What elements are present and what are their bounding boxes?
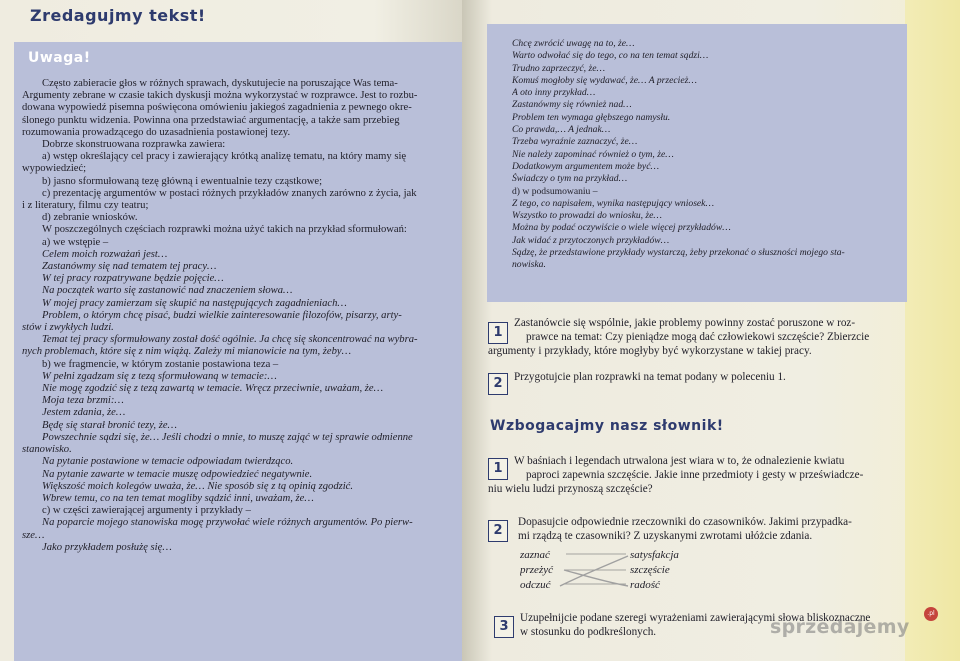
- uwaga-text-line: Nie mogę zgodzić się z tezą zawartą w temacie. Wręcz przeciwnie, uważam, że…: [42, 383, 384, 395]
- exercise-2-line-1: Przygotujcie plan rozprawki na temat podany w poleceniu 1.: [514, 371, 786, 383]
- vocab-exercise-2-line-1: Dopasujcie odpowiednie rzeczowniki do czasowników. Jakimi przypadka-: [518, 516, 852, 528]
- vocab-exercise-1-number: 1: [488, 458, 508, 480]
- phrase-line: Świadczy o tym na przykład…: [512, 173, 628, 185]
- uwaga-text-line: Powszechnie sądzi się, że… Jeśli chodzi o mnie, to muszę zająć w tej sprawie odmienne: [42, 431, 413, 443]
- uwaga-title: Uwaga!: [28, 50, 91, 66]
- phrase-line: Komuś mogłoby się wydawać, że… A przecież…: [512, 74, 697, 86]
- uwaga-text-line: Problem, o którym chcę pisać, budzi wielkie zainteresowanie filozofów, pisarzy, arty-: [42, 309, 402, 321]
- uwaga-text-line: Moja teza brzmi:…: [42, 395, 124, 407]
- exercise-1-line-2: prawce na temat: Czy pieniądze mogą dać człowiekowi szczęście? Zbierzcie: [526, 331, 870, 344]
- uwaga-text-line: a) wstęp określający cel pracy i zawierający krótką analizę tematu, na który mamy się: [42, 151, 407, 163]
- uwaga-body-text: [22, 78, 456, 554]
- exercise-2-text: [514, 370, 786, 384]
- match-curve: [564, 570, 628, 586]
- watermark-text: sprzedajemy: [770, 616, 910, 638]
- uwaga-text-line: Dobrze skonstruowana rozprawka zawiera:: [42, 139, 226, 151]
- phrase-line: d) w podsumowaniu –: [512, 185, 598, 197]
- verb-word: zaznać: [520, 549, 550, 561]
- vocab-exercise-3-line-1: Uzupełnijcie podane szeregi wyrażeniami zawierającymi słowa bliskoznaczne: [520, 612, 871, 624]
- uwaga-text-line: d) zebranie wniosków.: [42, 212, 138, 224]
- uwaga-text-line: nych problemach, które się z nim wiążą. Zależy mi mianowicie na tym, żeby…: [22, 346, 352, 358]
- uwaga-text-line: stów i zwykłych ludzi.: [22, 322, 114, 334]
- uwaga-text-line: Na początek warto się zastanowić nad znaczeniem słowa…: [42, 285, 293, 297]
- uwaga-text-line: stanowisko.: [22, 444, 72, 456]
- uwaga-text-line: wypowiedzieć;: [22, 163, 87, 175]
- uwaga-text-line: rozumowania prowadzącego do uzasadnienia postawionej tezy.: [22, 126, 291, 138]
- uwaga-text-line: Większość moich kolegów uważa, że… Nie sposób się z tą opinią zgodzić.: [42, 480, 354, 492]
- uwaga-text-line: Jako przykładem posłużę się…: [42, 541, 172, 553]
- uwaga-text-line: Jestem zdania, że…: [42, 407, 126, 419]
- uwaga-text-line: Będę się starał bronić tezy, że…: [42, 419, 177, 431]
- vocab-exercise-2-line-2: mi rządzą te czasowniki? Z uzyskanymi zwrotami ułóżcie zdania.: [518, 530, 813, 543]
- phrases-body-text: [512, 38, 900, 272]
- uwaga-text-line: W tej pracy rozpatrywane będzie pojęcie…: [42, 273, 224, 285]
- phrase-line: nowiska.: [512, 259, 546, 271]
- exercise-1-line-3: argumenty i przykłady, które mogłyby być wykorzystane w takiej pracy.: [488, 345, 812, 358]
- yellow-margin-strip: [905, 0, 960, 661]
- section-header-slownik: Wzbogacajmy nasz słownik!: [490, 418, 724, 434]
- uwaga-text-line: i z literatury, filmu czy teatru;: [22, 200, 149, 212]
- exercise-2-number: 2: [488, 373, 508, 395]
- vocab-exercise-1-line-2: paproci zapewnia szczęście. Jakie inne przedmioty i gesty w przeświadcze-: [526, 469, 864, 482]
- noun-word: szczęście: [630, 564, 670, 576]
- uwaga-text-line: Na pytanie postawione w temacie odpowiadam twierdząco.: [42, 456, 294, 468]
- uwaga-text-line: Na poparcie mojego stanowiska mogę przywołać wiele różnych argumentów. Po pierw-: [42, 517, 413, 529]
- uwaga-text-line: W pełni zgadzam się z tezą sformułowaną w temacie:…: [42, 370, 277, 382]
- phrase-line: Co prawda,… A jednak…: [512, 124, 611, 136]
- uwaga-text-line: c) prezentację argumentów w postaci różnych przykładów znanych zarówno z życia, jak: [42, 187, 417, 199]
- uwaga-text-line: a) we wstępie –: [42, 236, 109, 248]
- uwaga-text-line: b) jasno sformułowaną tezę główną i ewentualnie tezy cząstkowe;: [42, 175, 323, 187]
- uwaga-text-line: c) w części zawierającej argumenty i przykłady –: [42, 505, 251, 517]
- phrase-line: Chcę zwrócić uwagę na to, że…: [512, 38, 635, 49]
- uwaga-text-line: Zastanówmy się nad tematem tej pracy…: [42, 261, 217, 273]
- section-header-zredagujmy: Zredagujmy tekst!: [30, 6, 206, 25]
- phrase-line: A oto inny przykład…: [512, 87, 596, 99]
- watermark-badge: .pl: [924, 607, 938, 621]
- vocab-exercise-1-line-3: niu wielu ludzi przynoszą szczęście?: [488, 483, 653, 496]
- vocab-exercise-1-text: [488, 454, 864, 497]
- phrase-line: Dodatkowym argumentem może być…: [512, 160, 659, 172]
- phrase-line: Trudno zaprzeczyć, że…: [512, 62, 606, 74]
- vocab-exercise-3-number: 3: [494, 616, 514, 638]
- exercise-1-number: 1: [488, 322, 508, 344]
- uwaga-text-line: Celem moich rozważań jest…: [42, 248, 168, 260]
- vocab-exercise-2-text: [518, 515, 852, 543]
- uwaga-text-line: W mojej pracy zamierzam się skupić na następujących zagadnieniach…: [42, 297, 347, 309]
- vocab-exercise-1-line-1: W baśniach i legendach utrwalona jest wiara w to, że odnalezienie kwiatu: [514, 455, 845, 467]
- uwaga-text-line: Na pytanie zawarte w temacie muszę odpowiedzieć negatywnie.: [42, 468, 313, 480]
- phrase-line: Z tego, co napisałem, wynika następujący wniosek…: [512, 197, 714, 209]
- uwaga-text-line: ślonego punktu widzenia. Powinna ona przedstawiać argumentację, a także sam przebieg: [22, 114, 400, 126]
- phrase-line: Zastanówmy się również nad…: [512, 99, 632, 111]
- verb-word: odczuć: [520, 579, 551, 591]
- noun-word: radość: [630, 579, 660, 591]
- phrase-line: Problem ten wymaga głębszego namysłu.: [512, 111, 671, 123]
- noun-word: satysfakcja: [630, 549, 679, 561]
- phrase-line: Trzeba wyraźnie zaznaczyć, że…: [512, 136, 638, 148]
- phrase-line: Wszystko to prowadzi do wniosku, że…: [512, 210, 662, 222]
- phrase-line: Nie należy zapominać również o tym, że…: [512, 148, 674, 160]
- vocab-exercise-3-line-2: w stosunku do podkreślonych.: [520, 626, 657, 639]
- verb-word: przeżyć: [520, 564, 553, 576]
- uwaga-text-line: W poszczególnych częściach rozprawki można użyć takich na przykład sformułowań:: [42, 224, 407, 236]
- phrase-line: Sądzę, że przedstawione przykłady wystarczą, żeby przekonać o słuszności mojego sta-: [512, 247, 845, 259]
- uwaga-text-line: Często zabieracie głos w różnych sprawach, dyskutujecie na poruszające Was tema-: [42, 78, 398, 89]
- matching-exercise: [520, 548, 710, 596]
- uwaga-text-line: Temat tej pracy sformułowany został dość ogólnie. Ja chcę się skoncentrować na wybra-: [42, 334, 418, 346]
- exercise-1-text: [488, 316, 870, 359]
- phrase-line: Można by podać oczywiście o wiele więcej przykładów…: [512, 222, 731, 234]
- uwaga-text-line: b) we fragmencie, w którym zostanie postawiona teza –: [42, 358, 279, 370]
- uwaga-text-line: Wbrew temu, co na ten temat mogliby sądzić inni, uważam, że…: [42, 492, 314, 504]
- vocab-exercise-2-number: 2: [488, 520, 508, 542]
- uwaga-text-line: dowana wypowiedź pisemna poświęcona omówieniu jakiegoś zagadnienia z pewnego okre-: [22, 102, 412, 114]
- phrase-line: Jak widać z przytoczonych przykładów…: [512, 234, 670, 246]
- uwaga-text-line: Argumenty zebrane w czasie takich dyskusji można wykorzystać w rozprawce. Jest to rozbu-: [22, 90, 418, 102]
- uwaga-text-line: sze…: [22, 529, 45, 541]
- phrase-line: Warto odwołać się do tego, co na ten temat sądzi…: [512, 50, 709, 62]
- exercise-1-line-1: Zastanówcie się wspólnie, jakie problemy powinny zostać poruszone w roz-: [514, 317, 856, 329]
